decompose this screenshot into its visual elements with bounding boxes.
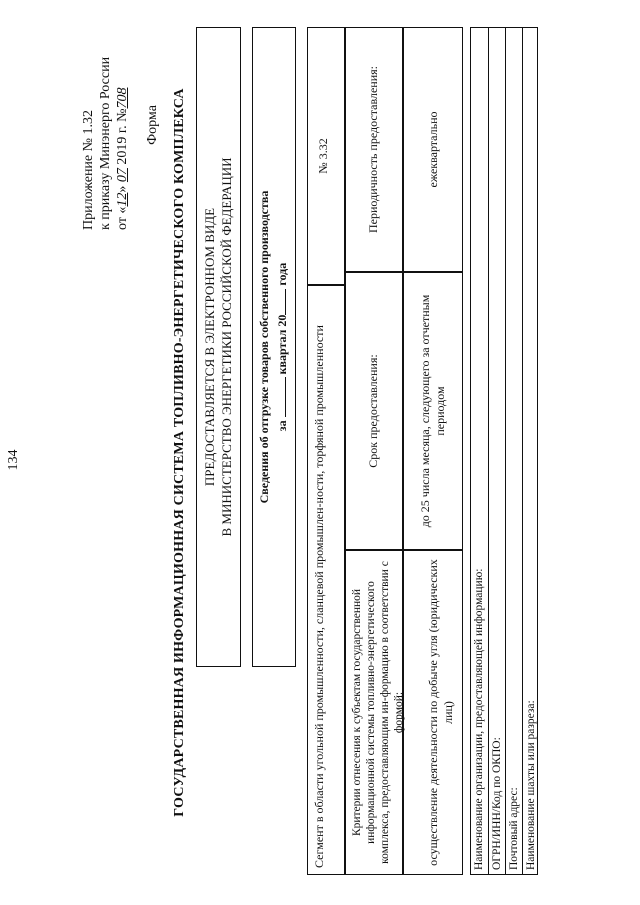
appendix-line-2: к приказу Минэнерго России <box>98 56 113 230</box>
report-title-box <box>252 27 296 667</box>
criteria-header: Критерии отнесения к субъектам государственной информационной системы топливно-энергетического комплекса, предоставляющим ин-формацию в соответствии с формой: <box>345 550 403 875</box>
year-blank <box>273 289 286 315</box>
appendix-date-mid: » <box>115 185 130 193</box>
periodicity-header: Периодичность предоставления: <box>345 27 403 272</box>
submission-line-1: ПРЕДОСТАВЛЯЕТСЯ В ЭЛЕКТРОННОМ ВИДЕ <box>202 207 217 487</box>
submission-line-2: В МИНИСТЕРСТВО ЭНЕРГЕТИКИ РОССИЙСКОЙ ФЕДЕРАЦИИ <box>219 157 234 537</box>
org-name-label: Наименование организации, предоставляющей информацию: <box>473 568 485 870</box>
periodicity-value: ежеквартально <box>403 27 463 272</box>
appendix-line-1: Приложение № 1.32 <box>81 110 96 230</box>
appendix-month: 07 <box>115 168 130 183</box>
report-title-line-1: Сведения об отгрузке товаров собственного производства <box>257 190 271 504</box>
report-period-quarter: квартал 20 <box>275 314 289 375</box>
org-address-label: Почтовый адрес: <box>505 28 523 874</box>
appendix-order-number: 708 <box>115 87 130 109</box>
appendix-line-3 <box>114 20 131 230</box>
report-title-line-2 <box>273 28 291 666</box>
appendix-date-prefix: от « <box>115 206 130 230</box>
segment-number: № 3.32 <box>307 27 345 285</box>
quarter-blank <box>273 377 286 417</box>
report-period-prefix: за <box>275 420 289 432</box>
deadline-header: Срок предоставления: <box>345 272 403 550</box>
org-mine-label: Наименование шахты или разреза: <box>522 28 540 874</box>
appendix-day: 12 <box>115 192 130 207</box>
appendix-reference <box>80 20 131 230</box>
deadline-value: до 25 числа месяца, следующего за отчетным периодом <box>403 272 463 550</box>
criteria-value: осуществление деятельности по добыче угля (юридических лиц) <box>403 550 463 875</box>
org-ogrn-label: ОГРН/ИНН/Код по ОКПО: <box>488 28 506 874</box>
segment-label: Сегмент в области угольной промышленности, сланцевой промышлен-ности, торфяной промышленности <box>307 285 345 875</box>
organization-info-box <box>470 27 538 875</box>
appendix-year-no: 2019 г. № <box>115 108 130 165</box>
form-label: Форма <box>145 105 160 145</box>
page-number: 134 <box>6 449 21 471</box>
system-title: ГОСУДАРСТВЕННАЯ ИНФОРМАЦИОННАЯ СИСТЕМА ТОПЛИВНО-ЭНЕРГЕТИЧЕСКОГО КОМПЛЕКСА <box>172 88 187 817</box>
submission-box <box>196 27 241 667</box>
report-period-suffix: года <box>275 262 289 286</box>
